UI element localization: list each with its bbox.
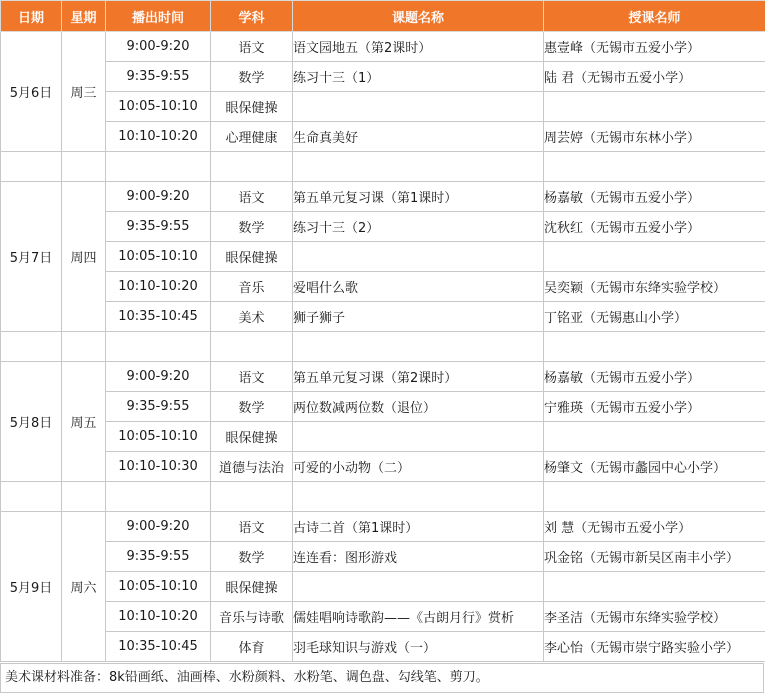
teacher-cell: 沈秋红（无锡市五爱小学） (544, 212, 765, 242)
time-cell: 10:10-10:20 (106, 272, 211, 302)
table-row (1, 272, 765, 302)
topic-cell (293, 572, 544, 602)
table-row (1, 632, 765, 662)
teacher-cell: 丁铭亚（无锡惠山小学） (544, 302, 765, 332)
spacer-row (1, 152, 765, 182)
subject-cell: 语文 (211, 32, 293, 62)
teacher-cell (544, 422, 765, 452)
subject-cell: 语文 (211, 182, 293, 212)
topic-cell: 羽毛球知识与游戏（一） (293, 632, 544, 662)
teacher-cell: 李心怡（无锡市崇宁路实验小学） (544, 632, 765, 662)
time-cell: 9:35-9:55 (106, 542, 211, 572)
day-weekday: 周五 (62, 362, 106, 482)
table-row (1, 212, 765, 242)
subject-cell: 眼保健操 (211, 92, 293, 122)
header-subject: 学科 (211, 1, 293, 32)
topic-cell: 儒娃唱响诗歌韵——《古朗月行》赏析 (293, 602, 544, 632)
topic-cell: 语文园地五（第2课时） (293, 32, 544, 62)
table-row (1, 512, 765, 542)
header-teacher: 授课名师 (544, 1, 765, 32)
topic-cell (293, 92, 544, 122)
spacer-row (1, 332, 765, 362)
topic-cell: 古诗二首（第1课时） (293, 512, 544, 542)
topic-cell: 连连看：图形游戏 (293, 542, 544, 572)
table-row (1, 182, 765, 212)
topic-cell: 狮子狮子 (293, 302, 544, 332)
table-row (1, 392, 765, 422)
teacher-cell: 周芸婷（无锡市东林小学） (544, 122, 765, 152)
time-cell: 9:00-9:20 (106, 362, 211, 392)
subject-cell: 数学 (211, 212, 293, 242)
day-weekday: 周六 (62, 512, 106, 662)
teacher-cell: 巩金铭（无锡市新吴区南丰小学） (544, 542, 765, 572)
header-date: 日期 (1, 1, 62, 32)
time-cell: 10:10-10:20 (106, 602, 211, 632)
day-weekday: 周三 (62, 32, 106, 152)
materials-note: 美术课材料准备：8k铅画纸、油画棒、水粉颜料、水粉笔、调色盘、勾线笔、剪刀。 (0, 663, 764, 693)
subject-cell: 眼保健操 (211, 422, 293, 452)
time-cell: 10:05-10:10 (106, 422, 211, 452)
topic-cell: 第五单元复习课（第1课时） (293, 182, 544, 212)
time-cell: 10:05-10:10 (106, 92, 211, 122)
subject-cell: 音乐与诗歌 (211, 602, 293, 632)
subject-cell: 美术 (211, 302, 293, 332)
subject-cell: 心理健康 (211, 122, 293, 152)
table-row (1, 452, 765, 482)
teacher-cell (544, 572, 765, 602)
table-row (1, 542, 765, 572)
topic-cell: 爱唱什么歌 (293, 272, 544, 302)
table-row (1, 122, 765, 152)
time-cell: 10:10-10:30 (106, 452, 211, 482)
teacher-cell (544, 242, 765, 272)
day-weekday: 周四 (62, 182, 106, 332)
day-date: 5月8日 (1, 362, 62, 482)
subject-cell: 体育 (211, 632, 293, 662)
time-cell: 10:05-10:10 (106, 572, 211, 602)
topic-cell: 两位数减两位数（退位） (293, 392, 544, 422)
table-row (1, 362, 765, 392)
day-date: 5月7日 (1, 182, 62, 332)
time-cell: 9:35-9:55 (106, 62, 211, 92)
header-topic: 课题名称 (293, 1, 544, 32)
spacer-row (1, 482, 765, 512)
table-row (1, 422, 765, 452)
subject-cell: 数学 (211, 392, 293, 422)
header-time: 播出时间 (106, 1, 211, 32)
table-row (1, 602, 765, 632)
time-cell: 9:35-9:55 (106, 212, 211, 242)
time-cell: 9:00-9:20 (106, 182, 211, 212)
topic-cell: 练习十三（2） (293, 212, 544, 242)
subject-cell: 道德与法治 (211, 452, 293, 482)
topic-cell: 可爱的小动物（二） (293, 452, 544, 482)
subject-cell: 眼保健操 (211, 242, 293, 272)
day-date: 5月9日 (1, 512, 62, 662)
header-row (1, 1, 765, 32)
teacher-cell: 吴奕颖（无锡市东绛实验学校） (544, 272, 765, 302)
table-row (1, 302, 765, 332)
time-cell: 10:35-10:45 (106, 632, 211, 662)
time-cell: 10:05-10:10 (106, 242, 211, 272)
subject-cell: 音乐 (211, 272, 293, 302)
teacher-cell: 杨肇文（无锡市蠡园中心小学） (544, 452, 765, 482)
teacher-cell: 李圣洁（无锡市东绛实验学校） (544, 602, 765, 632)
topic-cell: 第五单元复习课（第2课时） (293, 362, 544, 392)
topic-cell (293, 422, 544, 452)
table-row (1, 572, 765, 602)
time-cell: 10:35-10:45 (106, 302, 211, 332)
topic-cell: 练习十三（1） (293, 62, 544, 92)
teacher-cell: 刘 慧（无锡市五爱小学） (544, 512, 765, 542)
table-row (1, 32, 765, 62)
time-cell: 9:00-9:20 (106, 32, 211, 62)
time-cell: 9:35-9:55 (106, 392, 211, 422)
day-date: 5月6日 (1, 32, 62, 152)
teacher-cell: 杨嘉敏（无锡市五爱小学） (544, 362, 765, 392)
teacher-cell: 杨嘉敏（无锡市五爱小学） (544, 182, 765, 212)
time-cell: 9:00-9:20 (106, 512, 211, 542)
subject-cell: 数学 (211, 62, 293, 92)
teacher-cell: 陆 君（无锡市五爱小学） (544, 62, 765, 92)
teacher-cell: 宁雅瑛（无锡市五爱小学） (544, 392, 765, 422)
time-cell: 10:10-10:20 (106, 122, 211, 152)
topic-cell: 生命真美好 (293, 122, 544, 152)
subject-cell: 眼保健操 (211, 572, 293, 602)
topic-cell (293, 242, 544, 272)
subject-cell: 语文 (211, 512, 293, 542)
header-weekday: 星期 (62, 1, 106, 32)
teacher-cell: 惠壹峰（无锡市五爱小学） (544, 32, 765, 62)
subject-cell: 数学 (211, 542, 293, 572)
teacher-cell (544, 92, 765, 122)
table-row (1, 92, 765, 122)
table-row (1, 62, 765, 92)
table-row (1, 242, 765, 272)
subject-cell: 语文 (211, 362, 293, 392)
